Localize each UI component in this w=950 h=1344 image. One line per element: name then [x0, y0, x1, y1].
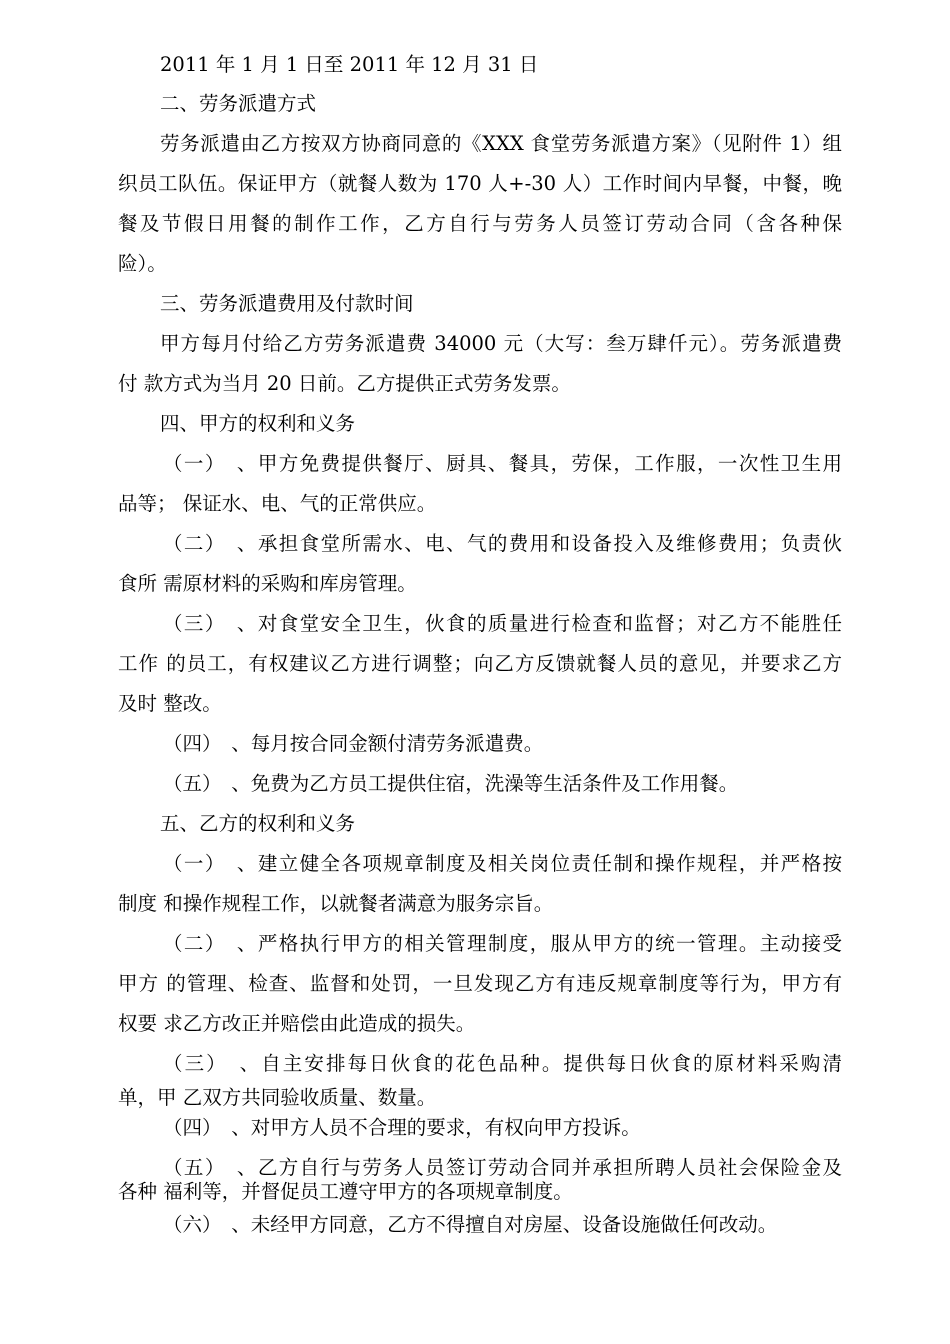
list-item-continuation: 单，甲 乙双方共同验收质量、数量。 [118, 1086, 437, 1109]
paragraph-line: 付 款方式为当月 20 日前。乙方提供正式劳务发票。 [118, 372, 571, 395]
contract-period: 2011 年 1 月 1 日至 2011 年 12 月 31 日 [160, 53, 539, 76]
paragraph-line: 餐及节假日用餐的制作工作，乙方自行与劳务人员签订劳动合同（含各种保 [118, 212, 842, 235]
section-heading-4: 四、甲方的权利和义务 [160, 412, 356, 435]
paragraph-line: 织员工队伍。保证甲方（就餐人数为 170 人+-30 人）工作时间内早餐，中餐，晚 [118, 172, 842, 195]
paragraph-line: 甲方每月付给乙方劳务派遣费 34000 元（大写：叁万肆仟元）。劳务派遣费 [160, 332, 842, 355]
list-item: （三） 、自主安排每日伙食的花色品种。提供每日伙食的原材料采购清 [163, 1052, 842, 1075]
list-item: （二） 、严格执行甲方的相关管理制度，服从甲方的统一管理。主动接受 [163, 932, 842, 955]
list-item: （六） 、未经甲方同意，乙方不得擅自对房屋、设备设施做任何改动。 [163, 1213, 778, 1236]
section-heading-5: 五、乙方的权利和义务 [160, 812, 356, 835]
list-item: （二） 、承担食堂所需水、电、气的费用和设备投入及维修费用；负责伙 [163, 532, 842, 555]
list-item-continuation: 甲方 的管理、检查、监督和处罚，一旦发现乙方有违反规章制度等行为，甲方有 [118, 972, 842, 995]
paragraph-line: 劳务派遣由乙方按双方协商同意的《XXX 食堂劳务派遣方案》（见附件 1）组 [160, 132, 842, 155]
list-item: （三） 、对食堂安全卫生，伙食的质量进行检查和监督；对乙方不能胜任 [163, 612, 842, 635]
list-item: （五） 、免费为乙方员工提供住宿，洗澡等生活条件及工作用餐。 [163, 772, 739, 795]
list-item: （一） 、甲方免费提供餐厅、厨具、餐具，劳保，工作服，一次性卫生用 [163, 452, 842, 475]
list-item-continuation: 品等； 保证水、电、气的正常供应。 [118, 492, 437, 515]
list-item-continuation: 各种 福利等，并督促员工遵守甲方的各项规章制度。 [118, 1180, 573, 1203]
list-item: （五） 、乙方自行与劳务人员签订劳动合同并承担所聘人员社会保险金及 [163, 1156, 842, 1179]
list-item-continuation: 工作 的员工，有权建议乙方进行调整；向乙方反馈就餐人员的意见，并要求乙方 [118, 652, 842, 675]
list-item-continuation: 及时 整改。 [118, 692, 222, 715]
section-heading-2: 二、劳务派遣方式 [160, 92, 317, 115]
list-item-continuation: 权要 求乙方改正并赔偿由此造成的损失。 [118, 1012, 476, 1035]
section-heading-3: 三、劳务派遣费用及付款时间 [160, 292, 414, 315]
list-item: （四） 、每月按合同金额付清劳务派遣费。 [163, 732, 544, 755]
list-item-continuation: 制度 和操作规程工作，以就餐者满意为服务宗旨。 [118, 892, 554, 915]
paragraph-line: 险）。 [118, 252, 167, 275]
list-item: （四） 、对甲方人员不合理的要求，有权向甲方投诉。 [163, 1116, 641, 1139]
list-item-continuation: 食所 需原材料的采购和库房管理。 [118, 572, 417, 595]
list-item: （一） 、建立健全各项规章制度及相关岗位责任制和操作规程，并严格按 [163, 852, 842, 875]
